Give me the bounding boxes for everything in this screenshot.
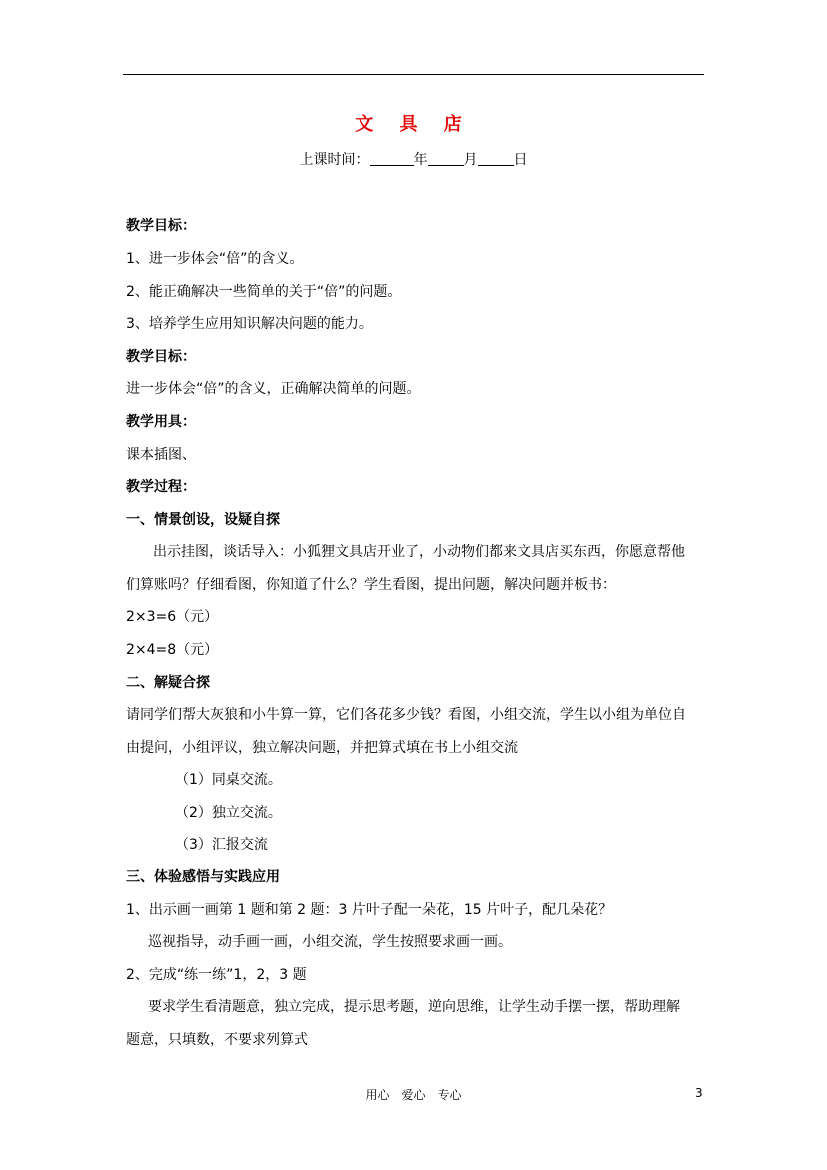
equation-line: 2×4=8（元） bbox=[126, 642, 219, 658]
class-time-line bbox=[0, 149, 827, 169]
paragraph-line: 题意，只填数，不要求列算式 bbox=[126, 1032, 308, 1048]
key-points-heading: 教学目标： bbox=[126, 349, 196, 365]
year-label: 年 bbox=[413, 152, 428, 168]
document-title: 文 具 店 bbox=[355, 114, 472, 135]
goals-heading: 教学目标： bbox=[126, 218, 196, 234]
month-label: 月 bbox=[463, 152, 478, 168]
paragraph-line: 1、出示画一画第 1 题和第 2 题：3 片叶子配一朵花，15 片叶子，配几朵花？ bbox=[126, 902, 613, 918]
goal-item: 1、进一步体会“倍”的含义。 bbox=[126, 251, 304, 267]
key-points-text: 进一步体会“倍”的含义，正确解决简单的问题。 bbox=[126, 381, 421, 397]
year-blank bbox=[370, 151, 414, 166]
tools-text: 课本插图、 bbox=[126, 447, 196, 463]
list-item: （2）独立交流。 bbox=[175, 805, 282, 821]
paragraph-line: 由提问，小组评议，独立解决问题，并把算式填在书上小组交流 bbox=[126, 740, 518, 756]
day-blank bbox=[478, 151, 514, 166]
process-heading: 教学过程： bbox=[126, 479, 196, 495]
page-number: 3 bbox=[695, 1086, 703, 1100]
paragraph-line: 2、完成“练一练”1，2，3 题 bbox=[126, 967, 307, 983]
section-heading: 一、情景创设，设疑自探 bbox=[126, 512, 280, 528]
paragraph-line: 们算账吗？仔细看图，你知道了什么？学生看图，提出问题，解决问题并板书： bbox=[126, 577, 616, 593]
paragraph-line: 请同学们帮大灰狼和小牛算一算，它们各花多少钱？看图，小组交流，学生以小组为单位自 bbox=[126, 707, 686, 723]
list-item: （1）同桌交流。 bbox=[175, 772, 282, 788]
goal-item: 2、能正确解决一些简单的关于“倍”的问题。 bbox=[126, 284, 402, 300]
paragraph-line: 巡视指导，动手画一画，小组交流，学生按照要求画一画。 bbox=[148, 934, 512, 950]
goal-item: 3、培养学生应用知识解决问题的能力。 bbox=[126, 316, 373, 332]
section-heading: 三、体验感悟与实践应用 bbox=[126, 869, 280, 885]
tools-heading: 教学用具： bbox=[126, 414, 196, 430]
paragraph-line: 要求学生看清题意，独立完成，提示思考题，逆向思维，让学生动手摆一摆，帮助理解 bbox=[148, 999, 680, 1015]
list-item: （3）汇报交流 bbox=[175, 837, 268, 853]
day-label: 日 bbox=[513, 152, 528, 168]
equation-line: 2×3=6（元） bbox=[126, 609, 219, 625]
class-time-label: 上课时间： bbox=[299, 152, 370, 168]
paragraph-line: 出示挂图，谈话导入：小狐狸文具店开业了，小动物们都来文具店买东西，你愿意帮他 bbox=[153, 544, 685, 560]
footer-motto: 用心 爱心 专心 bbox=[365, 1088, 462, 1102]
month-blank bbox=[428, 151, 464, 166]
header-rule bbox=[123, 74, 704, 75]
section-heading: 二、解疑合探 bbox=[126, 675, 210, 691]
